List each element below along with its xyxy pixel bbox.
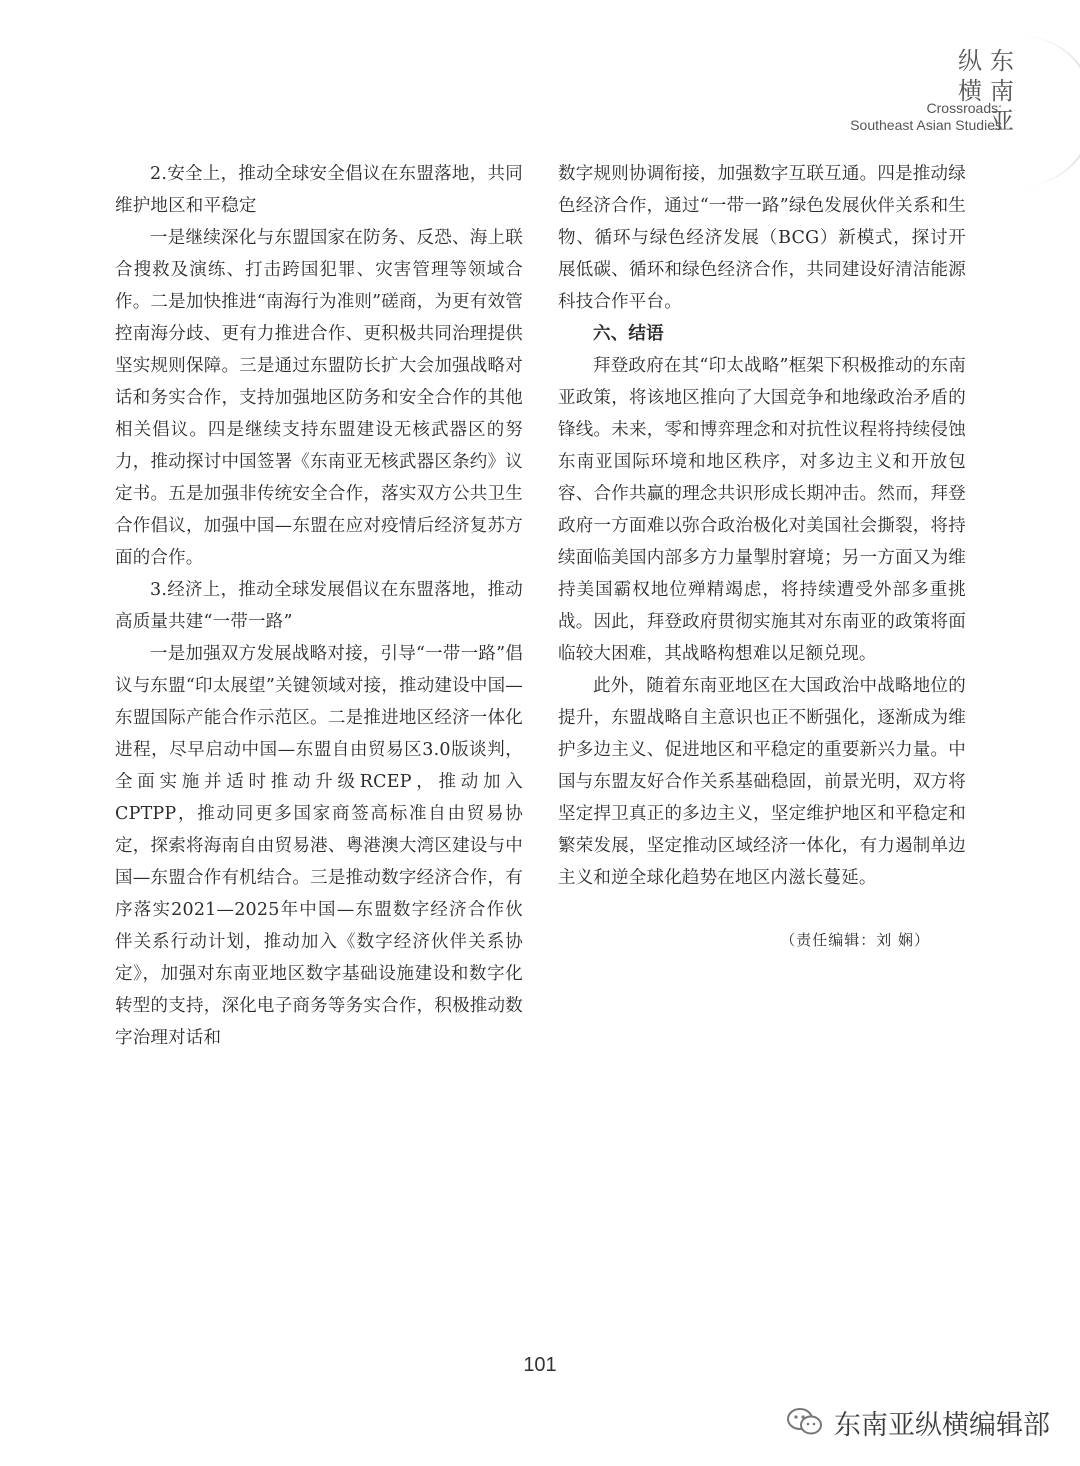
masthead-en-line: Southeast Asian Studies <box>850 117 1002 133</box>
masthead-char: 亚 <box>990 107 1014 135</box>
continued-paragraph: 数字规则协调衔接，加强数字互联互通。四是推动绿色经济合作，通过“一带一路”绿色发展伙伴关系和生物、循环与绿色经济发展（BCG）新模式，探讨开展低碳、循环和绿色经济合作，共同建设好清洁能源科技合作平台。 <box>558 164 966 312</box>
section-subheading: 2.安全上，推动全球安全倡议在东盟落地，共同维护地区和平稳定 <box>115 164 523 216</box>
responsible-editor: （责任编辑：刘 娴） <box>780 931 930 949</box>
right-text-column <box>558 158 966 956</box>
body-paragraph: 一是继续深化与东盟国家在防务、反恐、海上联合搜救及演练、打击跨国犯罪、灾害管理等领域合作。二是加快推进“南海行为准则”磋商，为更有效管控南海分歧、更有力推进合作、更积极共同治理提供坚实规则保障。三是通过东盟防长扩大会加强战略对话和务实合作，支持加强地区防务和安全合作的其他相关倡议。四是继续支持东盟建设无核武器区的努力，推动探讨中国签署《东南亚无核武器区条约》议定书。五是加强非传统安全合作，落实双方公共卫生合作倡议，加强中国—东盟在应对疫情后经济复苏方面的合作。 <box>115 228 523 568</box>
body-paragraph: 一是加强双方发展战略对接，引导“一带一路”倡议与东盟“印太展望”关键领域对接，推动建设中国—东盟国际产能合作示范区。二是推进地区经济一体化进程，尽早启动中国—东盟自由贸易区3.0版谈判，全面实施并适时推动升级RCEP，推动加入CPTPP，推动同更多国家商签高标准自由贸易协定，探索将海南自由贸易港、粤港澳大湾区建设与中国—东盟合作有机结合。三是推动数字经济合作，有序落实2021—2025年中国—东盟数字经济合作伙伴关系行动计划，推动加入《数字经济伙伴关系协定》，加强对东南亚地区数字基础设施建设和数字化转型的支持，深化电子商务等务实合作，积极推动数字治理对话和 <box>115 644 523 1048</box>
wechat-icon <box>786 1406 824 1438</box>
masthead-english-title <box>850 100 1002 134</box>
body-paragraph: 拜登政府在其“印太战略”框架下积极推动的东南亚政策，将该地区推向了大国竞争和地缘政治矛盾的锋线。未来，零和博弈理念和对抗性议程将持续侵蚀东南亚国际环境和地区秩序，对多边主义和开放包容、合作共赢的理念共识形成长期冲击。然而，拜登政府一方面难以弥合政治极化对美国社会撕裂，将持续面临美国内部多方力量掣肘窘境；另一方面又为维持美国霸权地位殚精竭虑，将持续遭受外部多重挑战。因此，拜登政府贯彻实施其对东南亚的政策将面临较大困难，其战略构想难以足额兑现。 <box>558 356 966 664</box>
journal-masthead <box>820 36 1070 166</box>
masthead-char: 东 <box>990 47 1014 75</box>
masthead-arc-decoration <box>1016 36 1080 186</box>
masthead-cn-left <box>958 46 986 106</box>
wechat-watermark <box>786 1402 1050 1442</box>
body-paragraph: 此外，随着东南亚地区在大国政治中战略地位的提升，东盟战略自主意识也正不断强化，逐渐成为维护多边主义、促进地区和平稳定的重要新兴力量。中国与东盟友好合作关系基础稳固，前景光明，双方将坚定捍卫真正的多边主义，坚定维护地区和平稳定和繁荣发展，坚定推动区域经济一体化，有力遏制单边主义和逆全球化趋势在地区内滋长蔓延。 <box>558 676 966 888</box>
section-heading: 六、结语 <box>593 324 664 344</box>
left-text-column <box>115 158 523 1054</box>
masthead-char: 南 <box>990 77 1014 105</box>
watermark-text: 东南亚纵横编辑部 <box>834 1409 1050 1441</box>
masthead-en-line: Crossroads: <box>926 100 1002 116</box>
masthead-char: 纵 <box>958 47 982 75</box>
masthead-char: 横 <box>958 77 982 105</box>
section-subheading: 3.经济上，推动全球发展倡议在东盟落地，推动高质量共建“一带一路” <box>115 580 523 632</box>
page-number: 101 <box>523 1354 557 1376</box>
